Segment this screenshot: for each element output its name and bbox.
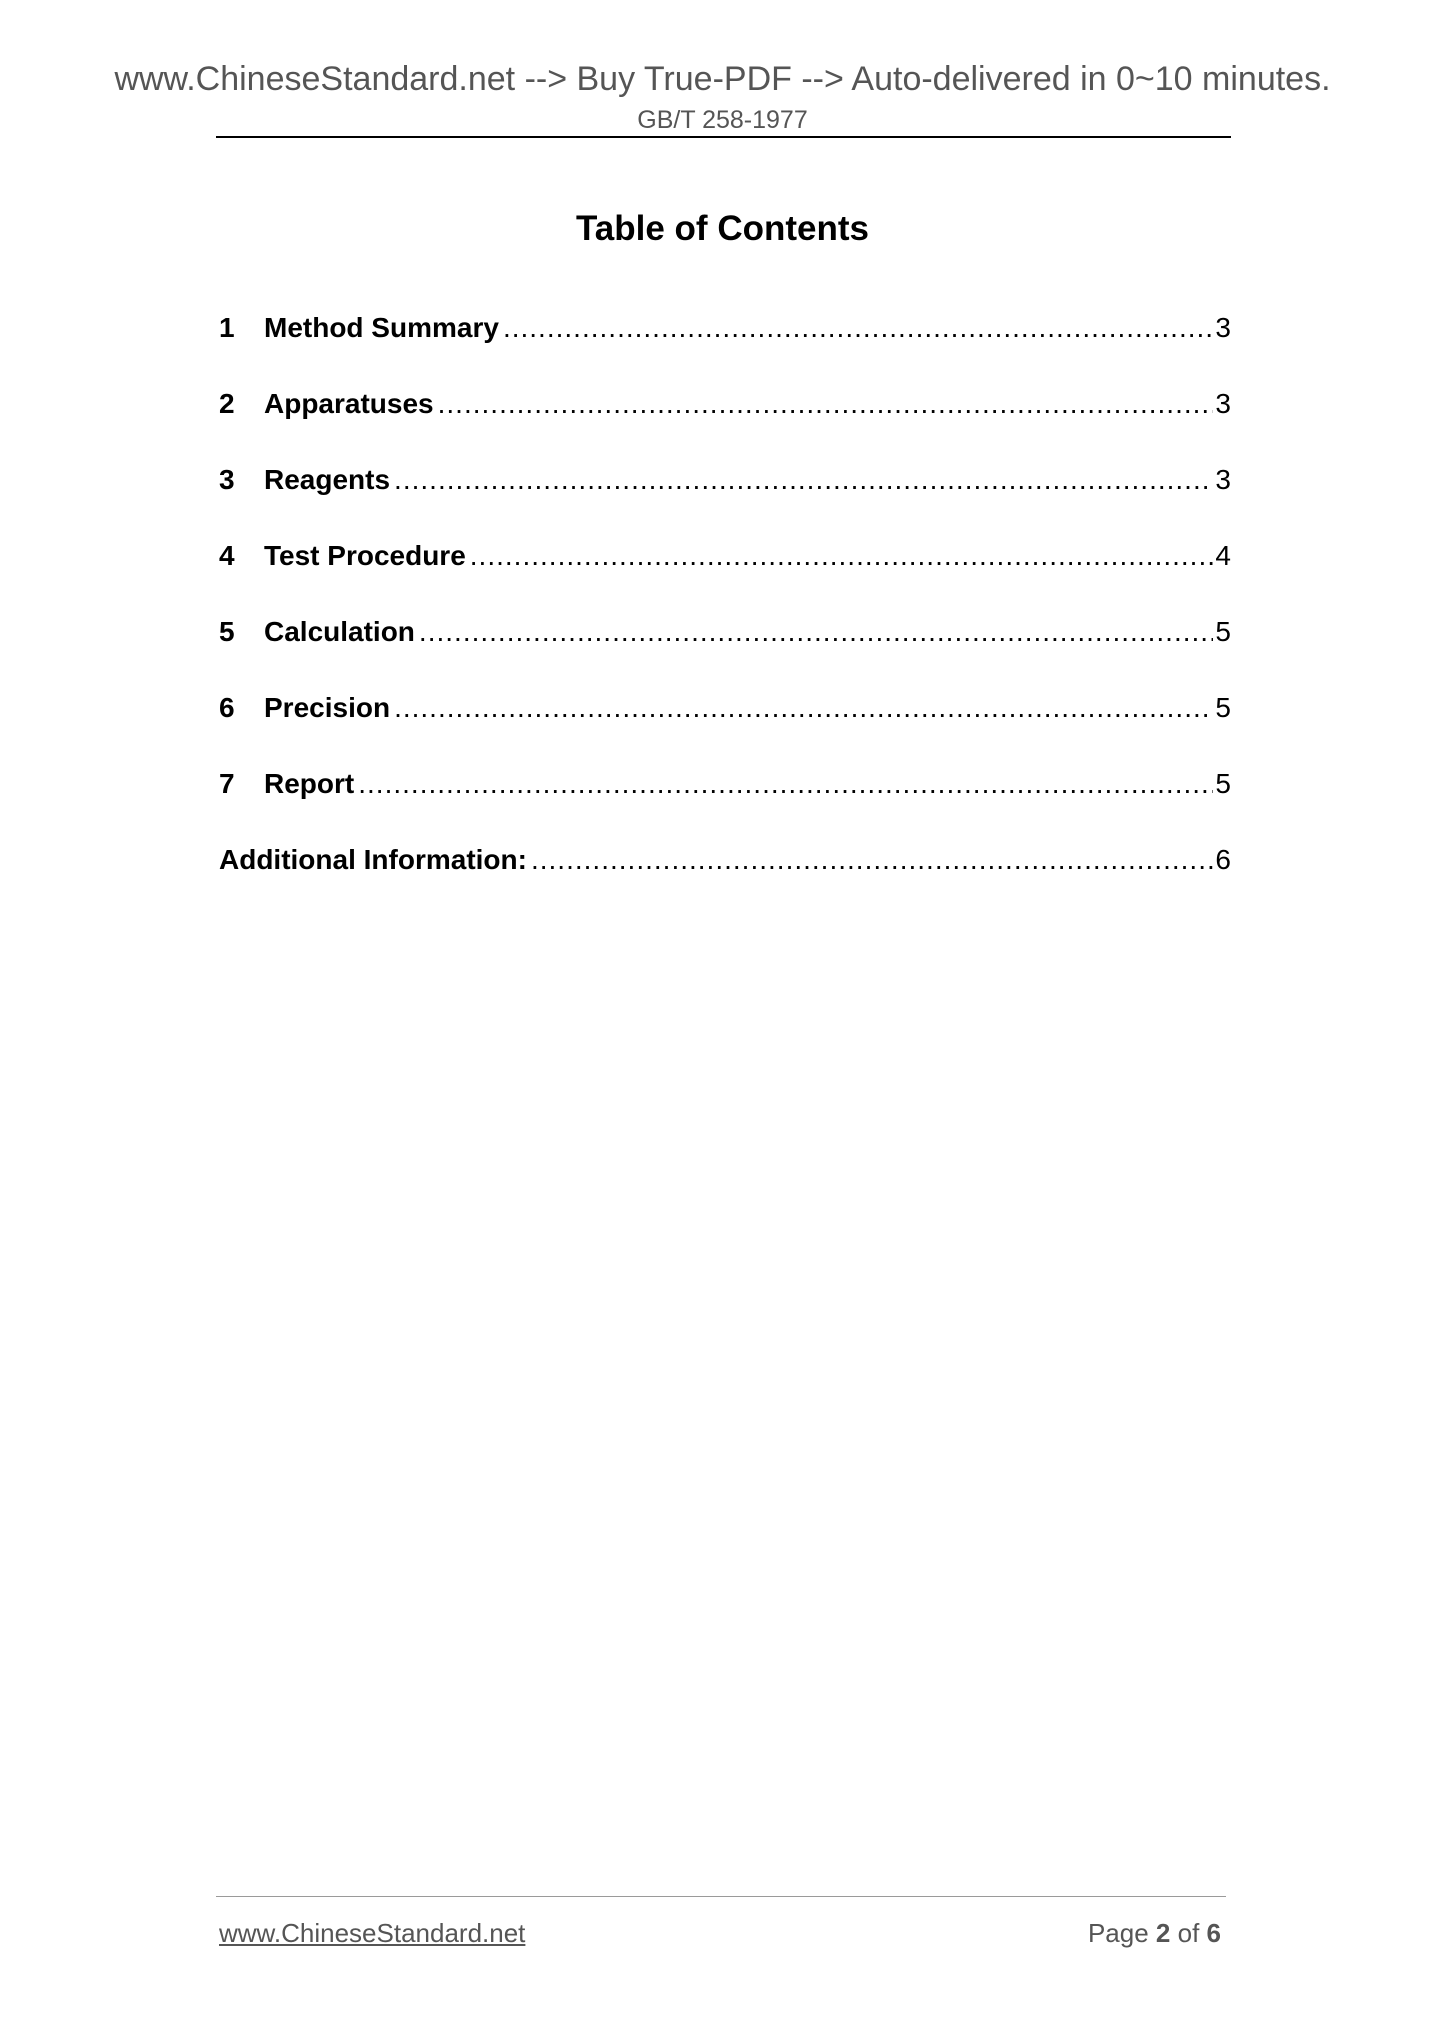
toc-leader-dots bbox=[470, 538, 1213, 574]
toc-entry-additional-information[interactable] bbox=[219, 822, 1231, 898]
toc-leader-dots bbox=[438, 386, 1213, 422]
toc-entry-page: 6 bbox=[1215, 844, 1231, 875]
toc-entry-page: 4 bbox=[1215, 540, 1231, 571]
toc-leader-dots bbox=[394, 462, 1213, 498]
toc-entry-number: 3 bbox=[219, 464, 235, 495]
toc-entry-label: Apparatuses bbox=[264, 388, 434, 419]
toc-leader-dots bbox=[503, 310, 1213, 346]
toc-entry-report[interactable] bbox=[219, 746, 1231, 822]
toc-entry-page: 5 bbox=[1215, 692, 1231, 723]
toc-entry-label: Report bbox=[264, 768, 355, 799]
toc-entry-label: Test Procedure bbox=[264, 540, 466, 571]
toc-entry-label: Calculation bbox=[264, 616, 415, 647]
footer-page-indicator bbox=[1088, 1916, 1221, 1950]
toc-entry-test-procedure[interactable] bbox=[219, 518, 1231, 594]
toc-title: Table of Contents bbox=[576, 209, 869, 248]
toc-entry-page: 5 bbox=[1215, 616, 1231, 647]
header-banner: www.ChineseStandard.net --> Buy True-PDF --> Auto-delivered in 0~10 minutes. bbox=[114, 60, 1331, 98]
page-prefix: Page bbox=[1087, 1918, 1149, 1948]
table-of-contents bbox=[219, 290, 1231, 898]
toc-entry-label: Additional Information: bbox=[219, 844, 527, 875]
toc-leader-dots bbox=[394, 690, 1213, 726]
toc-leader-dots bbox=[358, 766, 1213, 802]
toc-entry-apparatuses[interactable] bbox=[219, 366, 1231, 442]
toc-entry-page: 3 bbox=[1215, 388, 1231, 419]
toc-entry-number: 1 bbox=[219, 312, 235, 343]
toc-entry-number: 5 bbox=[219, 616, 235, 647]
toc-entry-reagents[interactable] bbox=[219, 442, 1231, 518]
toc-leader-dots bbox=[419, 614, 1213, 650]
standard-code: GB/T 258-1977 bbox=[637, 106, 808, 134]
toc-entry-label: Reagents bbox=[264, 464, 391, 495]
total-pages-number: 6 bbox=[1206, 1918, 1221, 1948]
footer-site-link[interactable]: www.ChineseStandard.net bbox=[219, 1918, 526, 1948]
toc-entry-number: 7 bbox=[219, 768, 235, 799]
toc-entry-page: 5 bbox=[1215, 768, 1231, 799]
toc-entry-precision[interactable] bbox=[219, 670, 1231, 746]
toc-entry-label: Precision bbox=[264, 692, 391, 723]
toc-entry-number: 4 bbox=[219, 540, 235, 571]
toc-entry-number: 6 bbox=[219, 692, 235, 723]
toc-entry-method-summary[interactable] bbox=[219, 290, 1231, 366]
current-page-number: 2 bbox=[1155, 1918, 1171, 1948]
toc-entry-page: 3 bbox=[1215, 464, 1231, 495]
toc-leader-dots bbox=[531, 842, 1213, 878]
toc-entry-calculation[interactable] bbox=[219, 594, 1231, 670]
page-of: of bbox=[1177, 1918, 1200, 1948]
toc-entry-label: Method Summary bbox=[264, 312, 499, 343]
toc-entry-number: 2 bbox=[219, 388, 235, 419]
toc-entry-page: 3 bbox=[1215, 312, 1231, 343]
header-divider bbox=[216, 136, 1231, 138]
footer-divider bbox=[216, 1896, 1226, 1897]
